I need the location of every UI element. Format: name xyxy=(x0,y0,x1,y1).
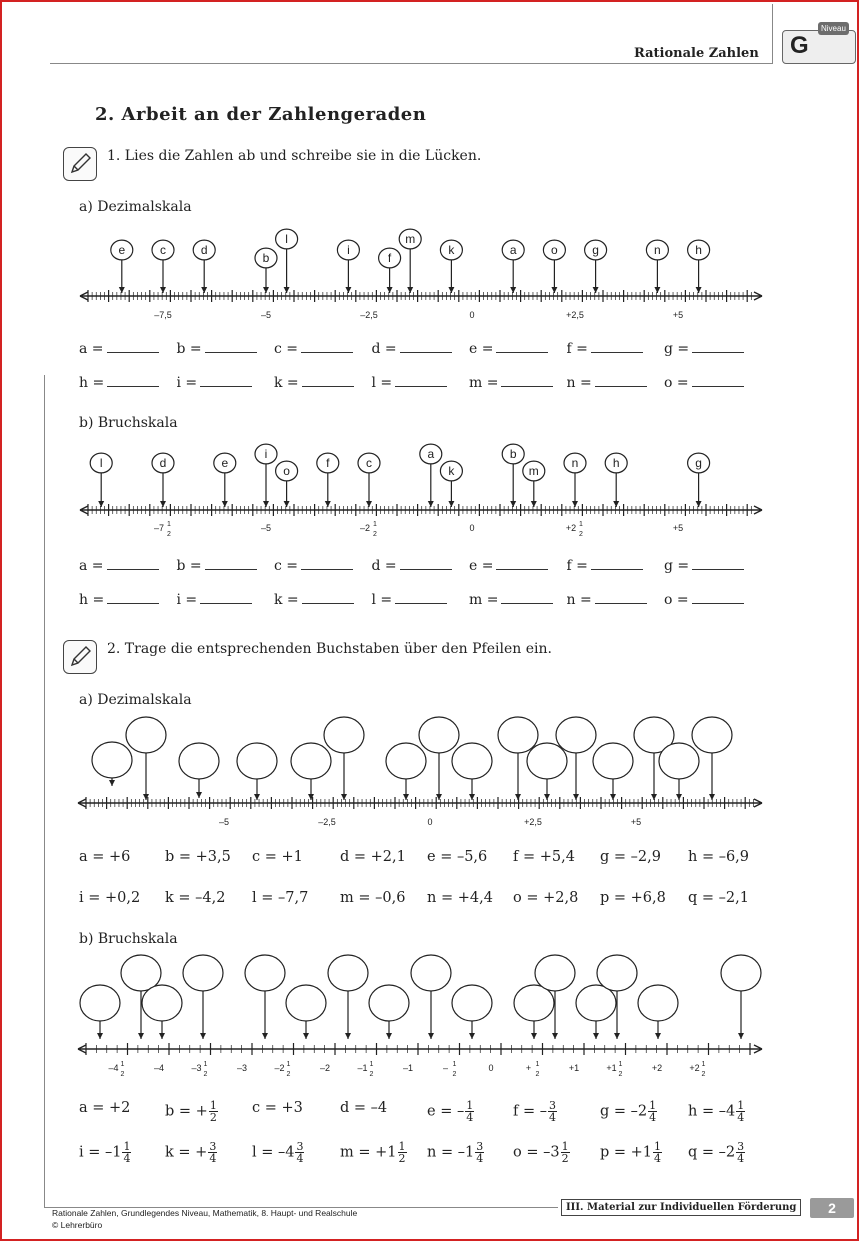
answer-label: d = xyxy=(371,341,397,357)
marker-g-arrowhead xyxy=(696,501,702,507)
empty-marker-arrowhead xyxy=(138,1033,144,1039)
answer-label: a = xyxy=(79,341,104,357)
fraction: $\frac{1}{4}$ xyxy=(123,1140,131,1165)
value-item: k = + $\frac{3}{4}$ xyxy=(165,1140,217,1165)
niveau-tag: Niveau xyxy=(818,22,849,35)
marker-c-label: c xyxy=(366,456,372,470)
tick-label: 0 xyxy=(427,817,433,827)
empty-marker-arrowhead xyxy=(200,1033,206,1039)
marker-l-arrowhead xyxy=(284,287,290,293)
marker-b-label: b xyxy=(262,251,270,265)
fraction: $\frac{3}{4}$ xyxy=(548,1099,556,1124)
tick-label: +2 xyxy=(565,523,577,533)
empty-marker-arrowhead xyxy=(738,1033,744,1039)
empty-marker xyxy=(286,985,326,1021)
marker-b-arrowhead xyxy=(263,287,269,293)
marker-o-label: o xyxy=(283,464,290,478)
answer-label: b = xyxy=(176,341,202,357)
empty-marker-arrowhead xyxy=(709,794,715,800)
tick-label: –2 xyxy=(274,1063,285,1073)
empty-marker xyxy=(291,743,331,779)
tick-label-den: 2 xyxy=(203,1071,208,1078)
marker-g-label: g xyxy=(695,456,702,470)
value-item: e = –5,6 xyxy=(427,849,488,865)
marker-c-label: c xyxy=(160,243,166,257)
answer-label: m = xyxy=(469,375,499,391)
fraction: $\frac{3}{4}$ xyxy=(209,1140,217,1165)
tick-label-den: 2 xyxy=(618,1071,623,1078)
value-item: o = +2,8 xyxy=(513,890,579,906)
tick-label-num: 1 xyxy=(167,521,171,528)
marker-b-label: b xyxy=(509,447,517,461)
tick-label: –1 xyxy=(357,1063,368,1073)
tick-label: +5 xyxy=(672,310,684,320)
empty-marker-arrowhead xyxy=(386,1033,392,1039)
empty-marker xyxy=(659,743,699,779)
empty-marker-arrowhead xyxy=(676,794,682,800)
value-item: q = –2 $\frac{3}{4}$ xyxy=(688,1140,745,1165)
marker-a-label: a xyxy=(427,447,435,461)
empty-marker xyxy=(721,955,761,991)
answer-label: d = xyxy=(371,558,397,574)
empty-marker-arrowhead xyxy=(403,794,409,800)
answer-label: l = xyxy=(371,375,393,391)
empty-marker xyxy=(369,985,409,1021)
empty-marker-arrowhead xyxy=(303,1033,309,1039)
tick-label: +2 xyxy=(651,1063,663,1073)
marker-n-label: n xyxy=(571,456,579,470)
value-item: f = – $\frac{3}{4}$ xyxy=(513,1099,556,1124)
answer-label: a = xyxy=(79,558,104,574)
answer-label: h = xyxy=(79,375,105,391)
marker-c-arrowhead xyxy=(160,287,166,293)
tick-label: –3 xyxy=(191,1063,202,1073)
empty-marker-arrowhead xyxy=(614,1033,620,1039)
tick-label-num: 1 xyxy=(701,1061,706,1068)
answer-label: g = xyxy=(664,341,690,357)
tick-label-den: 2 xyxy=(120,1071,125,1078)
empty-marker xyxy=(452,985,492,1021)
empty-marker xyxy=(556,717,596,753)
empty-marker xyxy=(328,955,368,991)
fraction: $\frac{3}{4}$ xyxy=(296,1140,304,1165)
value-item: m = –0,6 xyxy=(340,890,406,906)
marker-h-arrowhead xyxy=(613,501,619,507)
value-item: l = –7,7 xyxy=(252,890,309,906)
tick-label: –4 xyxy=(153,1063,165,1073)
value-item: l = –4 $\frac{3}{4}$ xyxy=(252,1140,304,1165)
tick-label-den: 2 xyxy=(373,531,377,538)
tick-label: –2 xyxy=(319,1063,331,1073)
answer-label: n = xyxy=(566,375,592,391)
answer-label: c = xyxy=(274,341,299,357)
marker-k-arrowhead xyxy=(448,501,454,507)
marker-n-label: n xyxy=(654,243,661,257)
marker-f-label: f xyxy=(326,456,330,470)
tick-label: –2,5 xyxy=(360,310,378,320)
answer-label: g = xyxy=(664,558,690,574)
value-item: c = +1 xyxy=(252,849,303,865)
empty-marker-arrowhead xyxy=(159,1033,165,1039)
empty-marker-arrowhead xyxy=(651,794,657,800)
value-item: h = –6,9 xyxy=(688,849,750,865)
marker-h-label: h xyxy=(695,243,702,257)
empty-marker-arrowhead xyxy=(345,1033,351,1039)
empty-marker-arrowhead xyxy=(436,794,442,800)
value-item: i = +0,2 xyxy=(79,890,141,906)
empty-marker-arrowhead xyxy=(610,794,616,800)
tick-label: 0 xyxy=(469,523,475,533)
empty-marker-arrowhead xyxy=(196,792,202,798)
fraction: $\frac{1}{4}$ xyxy=(649,1099,657,1124)
value-item: c = +3 xyxy=(252,1100,303,1116)
tick-label-den: 2 xyxy=(167,531,171,538)
marker-k-label: k xyxy=(448,243,455,257)
marker-l-arrowhead xyxy=(98,501,104,507)
value-item: g = –2,9 xyxy=(600,849,661,865)
tick-label: – xyxy=(442,1063,449,1073)
empty-marker-arrowhead xyxy=(469,1033,475,1039)
empty-marker xyxy=(452,743,492,779)
marker-e-arrowhead xyxy=(119,287,125,293)
marker-e-label: e xyxy=(118,243,126,257)
tick-label: –1 xyxy=(402,1063,414,1073)
answer-label: o = xyxy=(664,375,689,391)
tick-label: 0 xyxy=(469,310,475,320)
empty-marker xyxy=(237,743,277,779)
tick-label: +2,5 xyxy=(524,817,542,827)
tick-label: +2,5 xyxy=(566,310,584,320)
marker-f-label: f xyxy=(387,251,392,265)
answer-label: e = xyxy=(469,341,494,357)
marker-i-label: i xyxy=(347,243,350,257)
section-title: 2. Arbeit an der Zahlengeraden xyxy=(95,104,427,125)
value-item: m = +1 $\frac{1}{2}$ xyxy=(340,1140,406,1165)
niveau-letter: G xyxy=(790,32,809,59)
marker-i-arrowhead xyxy=(263,501,269,507)
marker-m-label: m xyxy=(528,464,539,478)
value-item: k = –4,2 xyxy=(165,890,226,906)
tick-label-den: 2 xyxy=(701,1071,706,1078)
answer-label: b = xyxy=(176,558,202,574)
empty-marker xyxy=(411,955,451,991)
tick-label: –3 xyxy=(236,1063,248,1073)
fraction: $\frac{1}{2}$ xyxy=(398,1140,406,1165)
marker-m-arrowhead xyxy=(531,501,537,507)
tick-label: –5 xyxy=(218,817,230,827)
marker-i-arrowhead xyxy=(345,287,351,293)
value-item: n = –1 $\frac{3}{4}$ xyxy=(427,1140,484,1165)
tick-label-den: 2 xyxy=(579,531,583,538)
fraction: $\frac{1}{4}$ xyxy=(466,1099,474,1124)
empty-marker xyxy=(183,955,223,991)
marker-i-label: i xyxy=(264,447,268,461)
marker-d-label: d xyxy=(159,456,167,470)
tick-label-den: 2 xyxy=(369,1071,374,1078)
marker-m-label: m xyxy=(405,232,416,246)
marker-a-label: a xyxy=(509,243,517,257)
tick-label: +5 xyxy=(630,817,642,827)
value-item: e = – $\frac{1}{4}$ xyxy=(427,1099,474,1124)
marker-d-label: d xyxy=(200,243,208,257)
empty-marker xyxy=(638,985,678,1021)
tick-label: –7 xyxy=(153,523,165,533)
tick-label: +5 xyxy=(672,523,684,533)
empty-marker-arrowhead xyxy=(97,1033,103,1039)
empty-marker-arrowhead xyxy=(655,1033,661,1039)
marker-b-arrowhead xyxy=(510,501,516,507)
value-item: n = +4,4 xyxy=(427,890,493,906)
footer-source: Rationale Zahlen, Grundlegendes Niveau, Mathematik, 8. Haupt- und Realschule xyxy=(52,1208,358,1218)
marker-d-arrowhead xyxy=(201,287,207,293)
task2-instruction: 2. Trage die entsprechenden Buchstaben über den Pfeilen ein. xyxy=(107,641,552,657)
value-item: b = +3,5 xyxy=(165,849,231,865)
answer-label: c = xyxy=(274,558,299,574)
answer-label: f = xyxy=(566,558,588,574)
tick-label-num: 1 xyxy=(373,521,377,528)
tick-label-num: 1 xyxy=(203,1061,208,1068)
task1-instruction: 1. Lies die Zahlen ab und schreibe sie in die Lücken. xyxy=(107,148,482,164)
empty-marker xyxy=(126,717,166,753)
task1b-label: b) Bruchskala xyxy=(79,415,178,431)
tick-label: 0 xyxy=(488,1063,494,1073)
tick-label: –2,5 xyxy=(318,817,336,827)
value-item: p = +1 $\frac{1}{4}$ xyxy=(600,1140,662,1165)
marker-c-arrowhead xyxy=(366,501,372,507)
value-item: q = –2,1 xyxy=(688,890,749,906)
answer-label: h = xyxy=(79,592,105,608)
value-item: h = –4 $\frac{1}{4}$ xyxy=(688,1099,745,1124)
empty-marker xyxy=(593,743,633,779)
empty-marker-arrowhead xyxy=(428,1033,434,1039)
empty-marker xyxy=(597,955,637,991)
marker-o-arrowhead xyxy=(551,287,557,293)
marker-k-arrowhead xyxy=(448,287,454,293)
value-item: a = +6 xyxy=(79,849,131,865)
value-item: a = +2 xyxy=(79,1100,131,1116)
tick-label-num: 1 xyxy=(618,1061,623,1068)
answer-label: k = xyxy=(274,375,299,391)
marker-n-arrowhead xyxy=(572,501,578,507)
value-item: d = +2,1 xyxy=(340,849,406,865)
marker-g-arrowhead xyxy=(593,287,599,293)
empty-marker xyxy=(80,985,120,1021)
tick-label: –5 xyxy=(260,523,272,533)
fraction: $\frac{3}{4}$ xyxy=(476,1140,484,1165)
marker-o-label: o xyxy=(551,243,558,257)
answer-label: i = xyxy=(176,375,198,391)
fraction: $\frac{1}{2}$ xyxy=(561,1140,569,1165)
marker-h-label: h xyxy=(612,456,620,470)
tick-label: –5 xyxy=(260,310,272,320)
fraction: $\frac{1}{2}$ xyxy=(209,1099,217,1124)
empty-marker-arrowhead xyxy=(544,794,550,800)
empty-marker xyxy=(419,717,459,753)
empty-marker xyxy=(535,955,575,991)
empty-marker xyxy=(142,985,182,1021)
value-item: p = +6,8 xyxy=(600,890,666,906)
empty-marker-arrowhead xyxy=(469,794,475,800)
value-item: g = –2 $\frac{1}{4}$ xyxy=(600,1099,657,1124)
empty-marker-arrowhead xyxy=(573,794,579,800)
marker-a-arrowhead xyxy=(510,287,516,293)
marker-o-arrowhead xyxy=(284,501,290,507)
value-item: o = –3 $\frac{1}{2}$ xyxy=(513,1140,569,1165)
tick-label-den: 2 xyxy=(286,1071,291,1078)
tick-label-num: 1 xyxy=(120,1061,125,1068)
tick-label: + xyxy=(525,1063,532,1073)
marker-l-label: l xyxy=(285,232,288,246)
marker-d-arrowhead xyxy=(160,501,166,507)
tick-label: –2 xyxy=(359,523,371,533)
value-item: b = + $\frac{1}{2}$ xyxy=(165,1099,217,1124)
answer-label: k = xyxy=(274,592,299,608)
task1a-label: a) Dezimalskala xyxy=(79,199,192,215)
footer-category: III. Material zur Individuellen Förderung xyxy=(561,1199,801,1216)
answer-label: m = xyxy=(469,592,499,608)
tick-label-num: 1 xyxy=(535,1061,540,1068)
answer-label: f = xyxy=(566,341,588,357)
marker-g-label: g xyxy=(592,243,599,257)
fraction: $\frac{3}{4}$ xyxy=(737,1140,745,1165)
value-item: f = +5,4 xyxy=(513,849,575,865)
empty-marker-arrowhead xyxy=(531,1033,537,1039)
tick-label-den: 2 xyxy=(535,1071,540,1078)
topic-title: Rationale Zahlen xyxy=(634,46,759,61)
answer-label: o = xyxy=(664,592,689,608)
marker-n-arrowhead xyxy=(654,287,660,293)
answer-label: l = xyxy=(371,592,393,608)
fraction: $\frac{1}{4}$ xyxy=(737,1099,745,1124)
tick-label-num: 1 xyxy=(579,521,583,528)
empty-marker xyxy=(386,743,426,779)
tick-label-num: 1 xyxy=(369,1061,374,1068)
empty-marker-arrowhead xyxy=(109,780,115,786)
marker-f-arrowhead xyxy=(325,501,331,507)
task2a-label: a) Dezimalskala xyxy=(79,692,192,708)
empty-marker-arrowhead xyxy=(552,1033,558,1039)
marker-e-label: e xyxy=(221,456,229,470)
empty-marker xyxy=(92,742,132,778)
value-item: i = –1 $\frac{1}{4}$ xyxy=(79,1140,131,1165)
marker-m-arrowhead xyxy=(407,287,413,293)
empty-marker xyxy=(324,717,364,753)
answer-label: i = xyxy=(176,592,198,608)
tick-label: –4 xyxy=(108,1063,119,1073)
empty-marker-arrowhead xyxy=(593,1033,599,1039)
answer-label: n = xyxy=(566,592,592,608)
footer-copyright: © Lehrerbüro xyxy=(52,1220,103,1230)
marker-f-arrowhead xyxy=(387,287,393,293)
empty-marker-arrowhead xyxy=(515,794,521,800)
tick-label-den: 2 xyxy=(452,1071,457,1078)
tick-label: +1 xyxy=(606,1063,617,1073)
tick-label: +1 xyxy=(568,1063,580,1073)
empty-marker-arrowhead xyxy=(262,1033,268,1039)
task2b-label: b) Bruchskala xyxy=(79,931,178,947)
empty-marker xyxy=(692,717,732,753)
marker-a-arrowhead xyxy=(428,501,434,507)
empty-marker-arrowhead xyxy=(341,794,347,800)
page-number: 2 xyxy=(810,1198,854,1218)
tick-label-num: 1 xyxy=(286,1061,291,1068)
tick-label: +2 xyxy=(689,1063,700,1073)
marker-k-label: k xyxy=(448,464,455,478)
empty-marker xyxy=(527,743,567,779)
fraction: $\frac{1}{4}$ xyxy=(654,1140,662,1165)
empty-marker xyxy=(498,717,538,753)
answer-label: e = xyxy=(469,558,494,574)
tick-label-num: 1 xyxy=(452,1061,457,1068)
marker-h-arrowhead xyxy=(696,287,702,293)
marker-e-arrowhead xyxy=(222,501,228,507)
empty-marker xyxy=(179,743,219,779)
marker-l-label: l xyxy=(99,456,103,470)
value-item: d = –4 xyxy=(340,1100,388,1116)
tick-label: –7,5 xyxy=(154,310,172,320)
empty-marker xyxy=(245,955,285,991)
left-margin-rule xyxy=(44,375,45,1207)
